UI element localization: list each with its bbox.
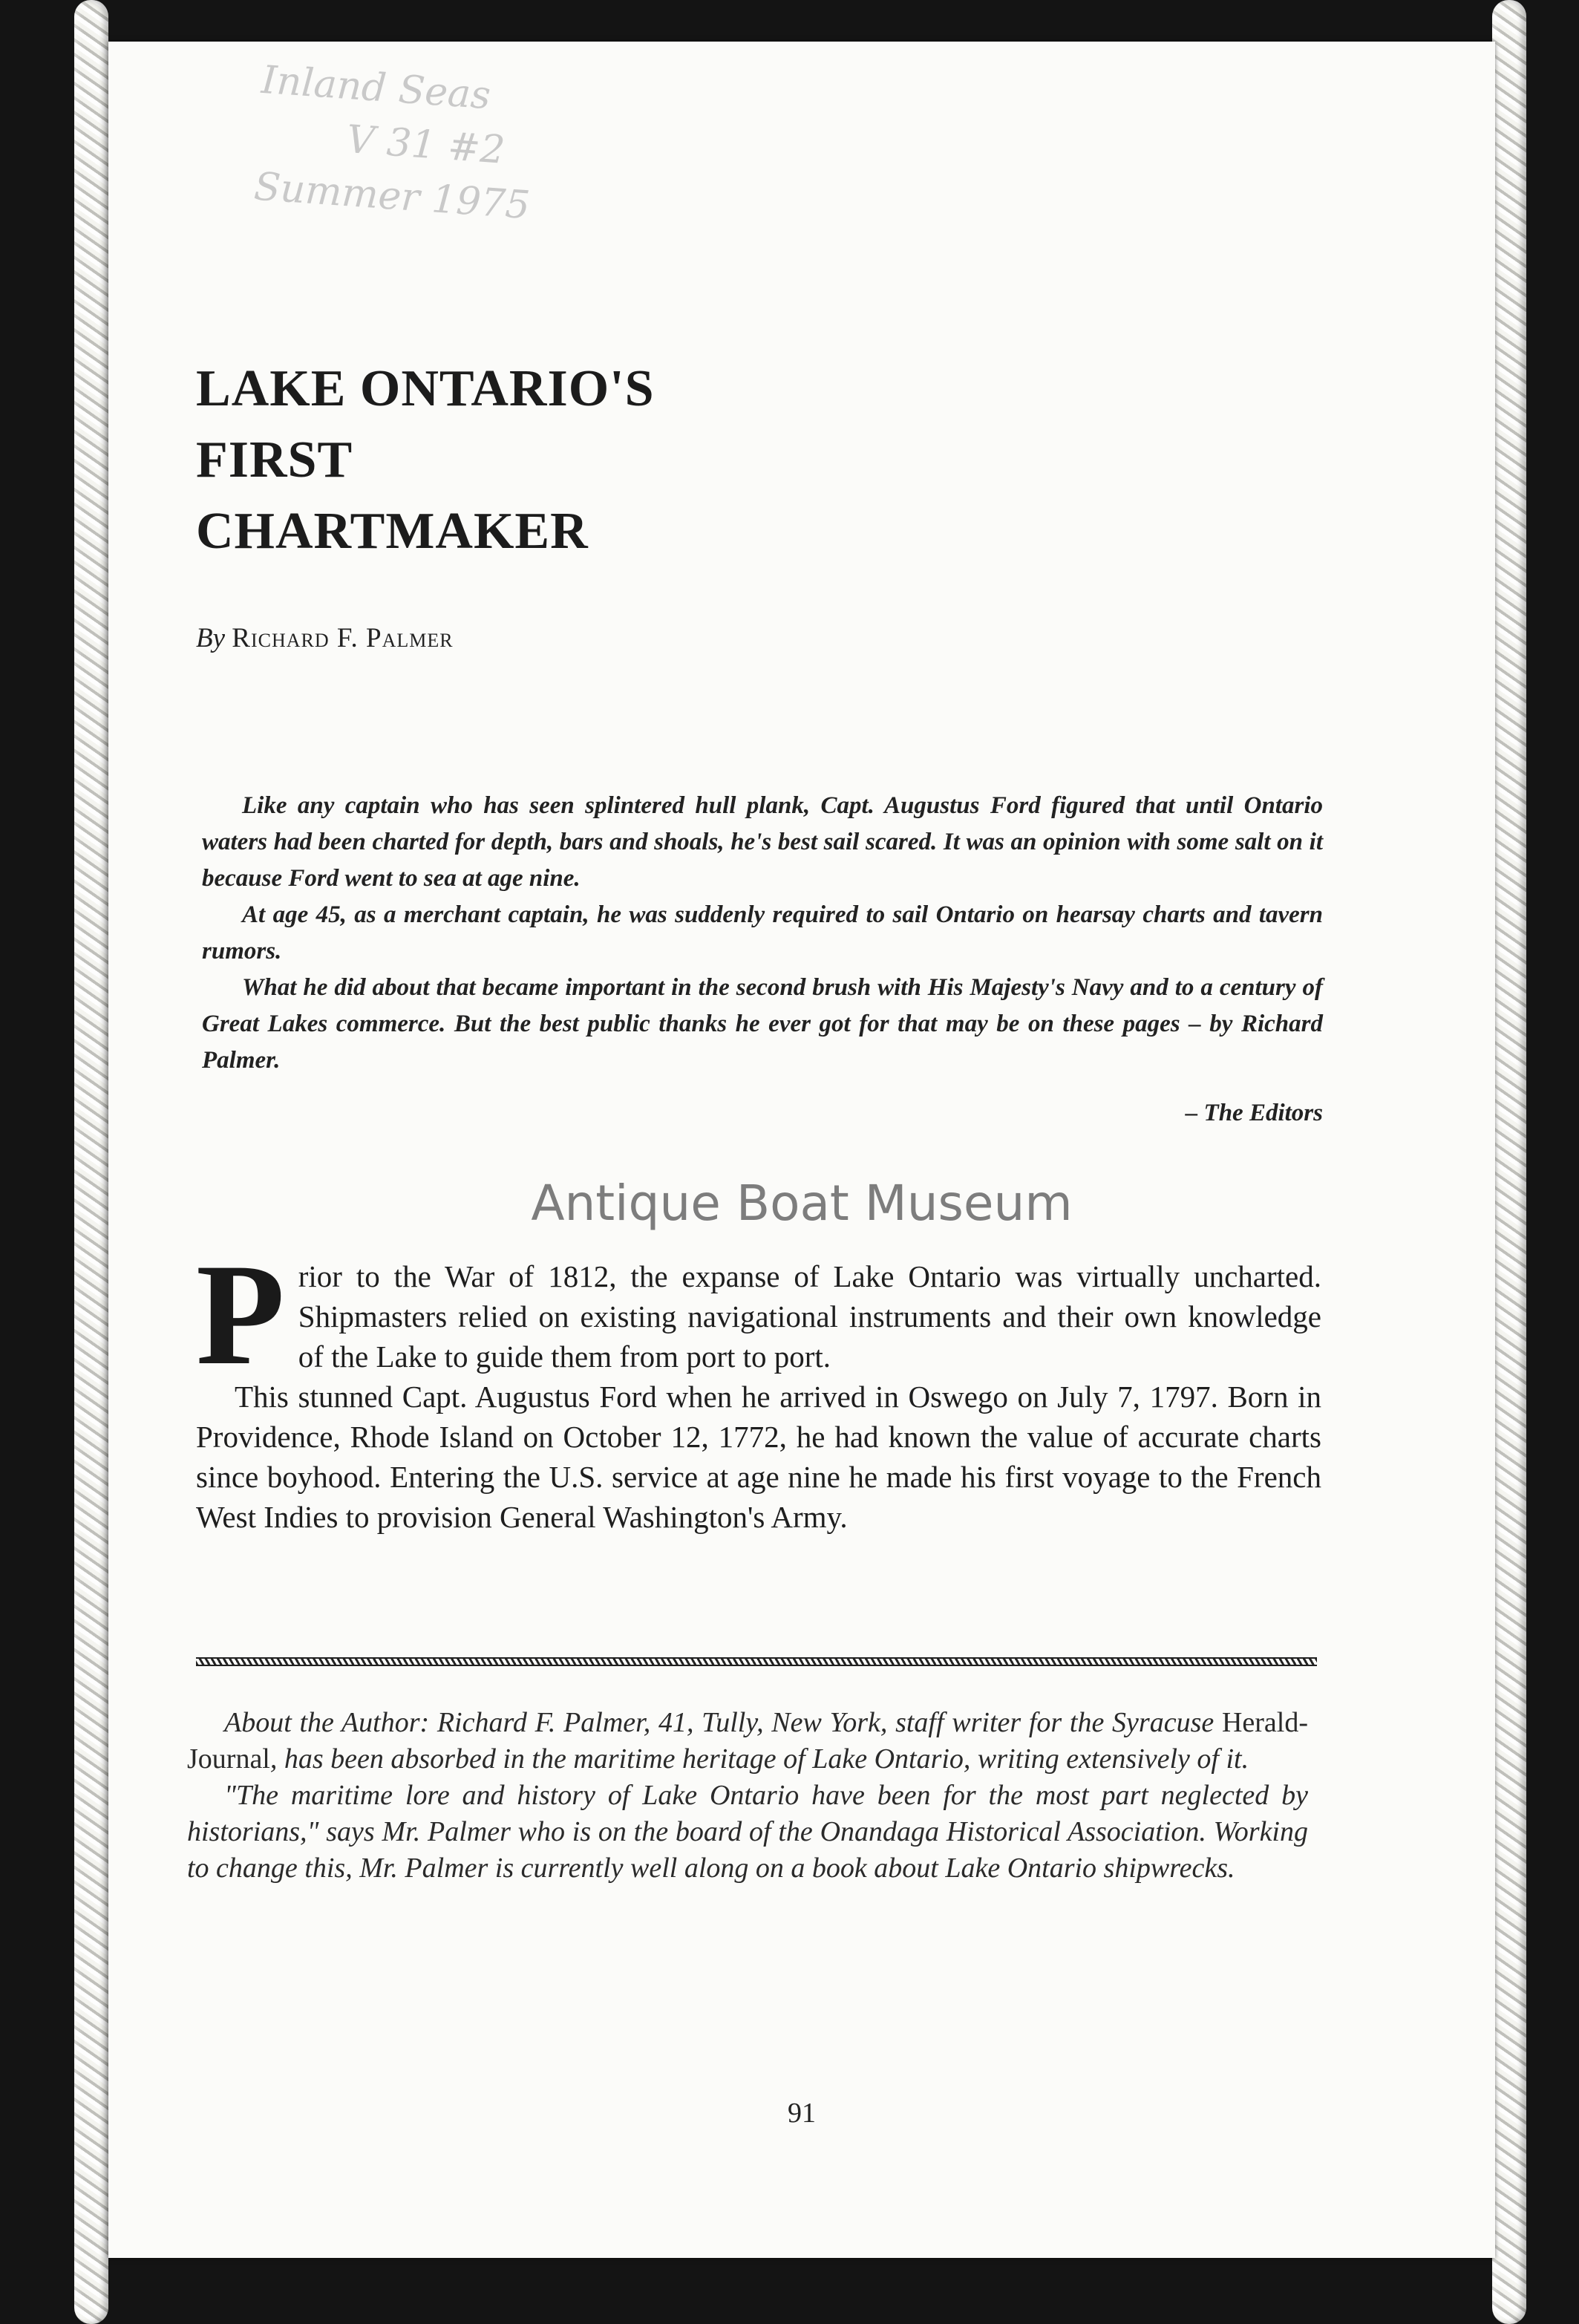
newspaper-name: Herald-Journal (187, 1707, 1308, 1775)
author-text: About the Author: Richard F. Palmer, 41, Tully, New York, staff writer for the Syracuse (224, 1707, 1222, 1738)
editors-intro (202, 788, 1323, 1132)
rope-divider (196, 1657, 1317, 1666)
intro-paragraph: Like any captain who has seen splintered hull plank, Capt. Augustus Ford figured that until Ontario waters had been charted for depth, bars and shoals, he's best sail scared. It was an opinion with some salt on it because Ford went to sea at age nine. (202, 792, 1323, 892)
document-page (108, 42, 1495, 2258)
author-paragraph: "The maritime lore and history of Lake Ontario have been for the most part neglected by historians," says Mr. Palmer who is on the board of the Onandaga Historical Association. Working to change this, Mr. Palmer is currently well along on a book about Lake Ontario shipwrecks. (187, 1780, 1308, 1884)
binding-cord-left (74, 0, 108, 2324)
intro-paragraph: What he did about that became important in the second brush with His Majesty's Navy and to a century of Great Lakes commerce. But the best public thanks he ever got for that may be on these pages – by Richard Palmer. (202, 974, 1323, 1074)
about-author (187, 1705, 1308, 1887)
drop-cap: P (196, 1234, 285, 1395)
binding-cord-right (1492, 0, 1526, 2324)
title-line: CHARTMAKER (196, 503, 589, 560)
author-paragraph (187, 1705, 1308, 1778)
byline-author: Richard F. Palmer (232, 623, 454, 653)
handwritten-line: V 31 #2 (344, 117, 507, 173)
watermark: Antique Boat Museum (531, 1175, 1073, 1232)
article-body (196, 1234, 1321, 1537)
body-paragraph (196, 1234, 1321, 1395)
byline (196, 622, 454, 654)
intro-signoff: – The Editors (1185, 1100, 1323, 1126)
author-text: , has been absorbed in the maritime heritage of Lake Ontario, writing extensively of it. (269, 1743, 1249, 1775)
intro-paragraph: At age 45, as a merchant captain, he was suddenly required to sail Ontario on hearsay charts and tavern rumors. (202, 901, 1323, 964)
page-number: 91 (788, 2098, 816, 2129)
article-title (196, 353, 655, 567)
handwritten-line: Inland Seas (260, 57, 492, 119)
body-paragraph-text: rior to the War of 1812, the expanse of Lake Ontario was virtually uncharted. Shipmasters relied on existing navigational instruments and their own knowledge of the Lake to guide them from port to port. (298, 1259, 1321, 1374)
title-line: LAKE ONTARIO'S (196, 360, 655, 417)
byline-prefix: By (196, 623, 226, 653)
handwritten-note (252, 53, 782, 260)
body-paragraph: This stunned Capt. Augustus Ford when he arrived in Oswego on July 7, 1797. Born in Providence, Rhode Island on October 12, 1772, he had known the value of accurate charts since boyhood. Entering the U.S. service at age nine he made his first voyage to the French West Indies to provision General Washington's Army. (196, 1380, 1321, 1534)
title-line: FIRST (196, 431, 353, 489)
handwritten-line: Summer 1975 (252, 164, 532, 229)
